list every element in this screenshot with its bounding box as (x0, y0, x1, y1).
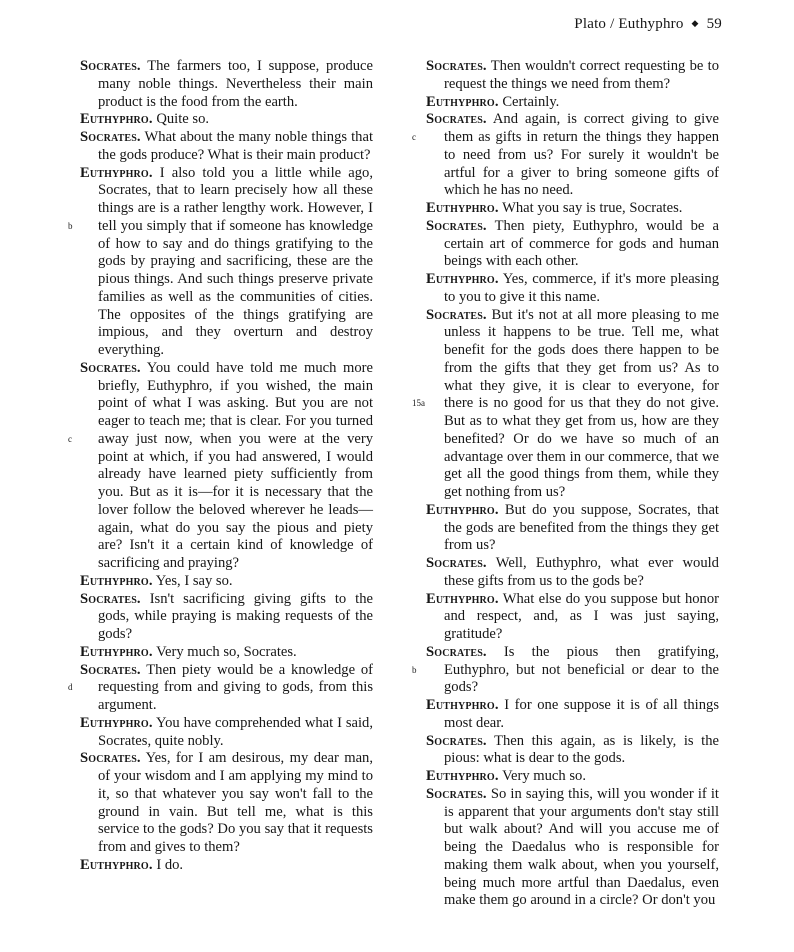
speaker-name: Socrates. (426, 785, 487, 802)
speech-text: I for one suppose it is of all things most dear. (444, 697, 719, 731)
dialogue-entry (412, 306, 719, 502)
speaker-name: Euthyphro. (426, 697, 499, 713)
dialogue-entry (80, 857, 373, 875)
speaker-name: Euthyphro. (426, 93, 499, 110)
dialogue-entry (80, 750, 373, 857)
speaker-name: Socrates. (80, 661, 141, 678)
speaker-name: Euthyphro. (426, 501, 499, 518)
stephanus-marker: d (68, 682, 73, 693)
dialogue-entry (80, 111, 373, 129)
dialogue-entry (80, 129, 373, 165)
speech-text: Very much so, Socrates. (156, 643, 297, 660)
speech-text: But it's not at all more pleasing to me unless it happens to be true. Tell me, what benefit for the gods does there happen to be from the gifts that they get from us? As to what they give, it is clear to everyone, for there is no good for us that they do not give. But as to what they get from us, how are they benefited? Or do we have so much of an advantage over them in our commerce, that we get all the good things from them, while they get nothing from us? (444, 306, 719, 500)
speaker-name: Socrates. (426, 732, 487, 749)
speech-text: Then piety, Euthyphro, would be a certain art of commerce for gods and human beings with each other. (444, 217, 719, 270)
dialogue-entry (80, 644, 373, 662)
dialogue-entry (426, 591, 719, 644)
dialogue-entry (426, 786, 719, 910)
speech-text: Then wouldn't correct requesting be to request the things we need from them? (444, 58, 719, 92)
dialogue-entry (80, 573, 373, 591)
header-author: Plato (574, 16, 607, 32)
speaker-name: Euthyphro. (426, 271, 499, 287)
running-header (574, 16, 722, 33)
speaker-name: Socrates. (426, 111, 487, 128)
stephanus-marker: b (68, 220, 73, 231)
diamond-icon: ◆ (691, 18, 699, 28)
stephanus-marker: b (412, 664, 417, 675)
speaker-name: Euthyphro. (80, 164, 153, 181)
speech-text: Is the pious then gratifying, Euthyphro, but not beneficial or dear to the gods? (444, 643, 719, 696)
dialogue-entry (426, 502, 719, 555)
dialogue-entry (426, 58, 719, 94)
speech-text: What about the many noble things that the gods produce? What is their main product? (98, 129, 373, 163)
speech-text: So in saying this, will you wonder if it is apparent that your arguments don't stay still but walk about? And will you accuse me of being the Daedalus who is responsible for making them walk about, when you yourself, being much more artful than Daedalus, even make them go around in a circle? Or don't you (444, 785, 719, 909)
page-number: 59 (706, 16, 722, 32)
dialogue-entry (80, 58, 373, 111)
dialogue-entry (80, 715, 373, 751)
speaker-name: Socrates. (80, 359, 141, 376)
speech-text: I also told you a little while ago, Socrates, that to learn precisely how all these things are is a rather lengthy work. However, I tell you simply that if someone has knowledge of how to say and do things gratifying to the gods by praying and sacrificing, these are the pious things. And such things preserve private families as well as the communities of cities. The opposites of the things gratifying are impious, and they overturn and destroy everything. (98, 164, 373, 358)
speaker-name: Euthyphro. (426, 768, 499, 784)
speech-text: Very much so. (502, 768, 586, 784)
speaker-name: Socrates. (426, 217, 487, 234)
speaker-name: Socrates. (80, 590, 141, 607)
speech-text: I do. (156, 856, 184, 873)
speech-text: Yes, commerce, if it's more pleasing to you to give it this name. (444, 271, 719, 305)
dialogue-entry (426, 697, 719, 733)
speech-text: You could have told me much more briefly, Euthyphro, if you wished, the main point of what I was asking. But you are not eager to teach me; that is clear. For you turned away just now, when you were at the very point at which, if you had answered, I would already have learned piety sufficiently from you. But as it is—for it is necessary that the lover follow the beloved wherever he leads—again, what do you say the pious and piety are? Isn't it a certain kind of knowledge of sacrificing and praying? (98, 359, 373, 571)
header-separator: / (610, 16, 615, 32)
speech-text: Certainly. (502, 93, 560, 110)
dialogue-entry (80, 591, 373, 644)
dialogue-entry (426, 768, 719, 786)
speech-text: Well, Euthyphro, what ever would these gifts from us to the gods be? (444, 555, 719, 589)
speech-text: Yes, for I am desirous, my dear man, of your wisdom and I am applying my mind to it, so that whatever you say won't fall to the ground in vain. But tell me, what is this service to the gods? Do you say that it requests from and gives to them? (98, 750, 374, 855)
speech-text: But do you suppose, Socrates, that the gods are benefited from the things they get from us? (444, 501, 719, 554)
dialogue-entry (412, 643, 719, 697)
dialogue-entry (412, 111, 719, 200)
dialogue-entry (68, 661, 373, 715)
speech-text: What else do you suppose but honor and respect, and, as I was just saying, gratitude? (444, 590, 720, 642)
speech-text: What you say is true, Socrates. (502, 200, 683, 216)
speech-text: Then this again, as is likely, is the pious: what is dear to the gods. (444, 732, 719, 767)
dialogue-entry (426, 271, 719, 307)
speaker-name: Socrates. (80, 750, 141, 767)
speech-text: Isn't sacrificing giving gifts to the gods, while praying is making requests of the gods? (98, 590, 373, 642)
speech-text: Yes, I say so. (155, 572, 233, 589)
left-column (68, 58, 374, 875)
speaker-name: Euthyphro. (80, 572, 153, 589)
speaker-name: Socrates. (426, 643, 487, 660)
dialogue-entry (426, 200, 719, 218)
speech-text: You have comprehended what I said, Socrates, quite nobly. (98, 714, 374, 749)
speaker-name: Euthyphro. (426, 200, 499, 216)
speech-text: And again, is correct giving to give them as gifts in return the things they happen to need from us? For surely it wouldn't be artful for a giver to bring someone gifts of which he has no need. (444, 111, 719, 199)
speaker-name: Socrates. (426, 58, 487, 74)
stephanus-marker: 15a (412, 398, 425, 409)
dialogue-entry (68, 359, 373, 573)
dialogue-entry (68, 164, 373, 360)
speech-text: Quite so. (156, 111, 210, 128)
dialogue-entry (426, 733, 719, 769)
right-column (412, 58, 720, 910)
header-work-title: Euthyphro (618, 16, 684, 32)
stephanus-marker: c (412, 132, 416, 142)
speaker-name: Socrates. (80, 129, 141, 145)
speaker-name: Euthyphro. (80, 643, 153, 660)
dialogue-entry (426, 218, 719, 271)
dialogue-entry (426, 555, 719, 591)
speaker-name: Socrates. (426, 555, 487, 571)
speaker-name: Euthyphro. (80, 856, 153, 873)
stephanus-marker: c (68, 433, 72, 444)
dialogue-entry (426, 94, 719, 112)
speaker-name: Euthyphro. (426, 590, 499, 607)
speaker-name: Euthyphro. (80, 111, 153, 128)
speaker-name: Euthyphro. (80, 714, 153, 731)
speaker-name: Socrates. (80, 58, 141, 74)
speech-text: Then piety would be a knowledge of requesting from and giving to gods, from this argument. (98, 661, 373, 713)
speech-text: The farmers too, I suppose, produce many noble things. Nevertheless their main product is the food from the earth. (98, 58, 373, 110)
speaker-name: Socrates. (426, 306, 487, 323)
